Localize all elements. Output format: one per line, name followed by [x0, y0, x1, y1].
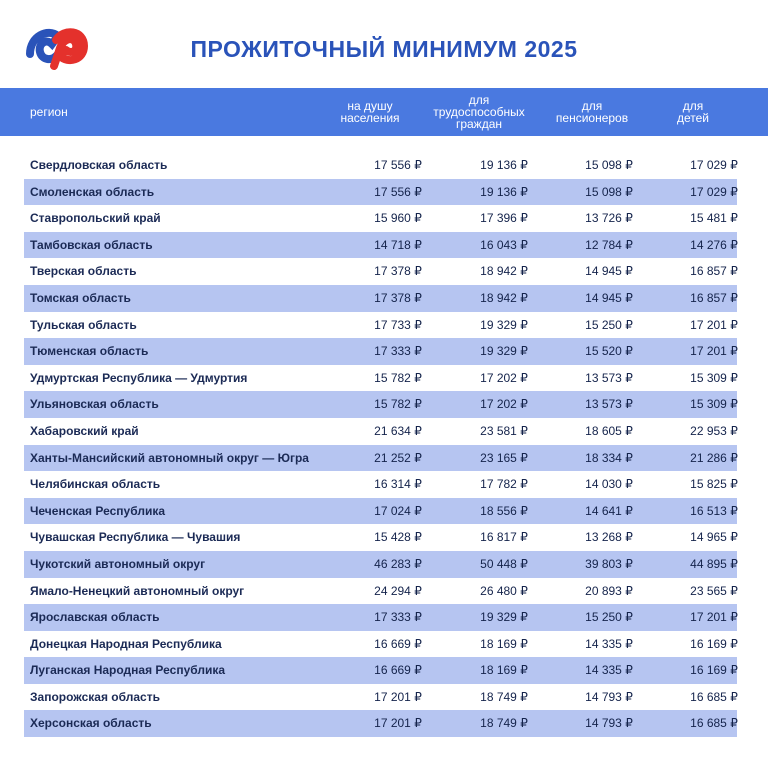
working-cell: 19 329 ₽	[480, 344, 528, 359]
table-row	[24, 684, 737, 711]
per-capita-cell: 17 333 ₽	[374, 344, 422, 359]
table-row	[24, 471, 737, 498]
region-cell: Челябинская область	[30, 477, 161, 492]
column-header-working-line3: граждан	[455, 117, 503, 131]
pensioners-cell: 12 784 ₽	[585, 237, 633, 252]
per-capita-cell: 21 634 ₽	[374, 423, 422, 438]
children-cell: 16 857 ₽	[690, 290, 738, 305]
per-capita-cell: 17 201 ₽	[374, 689, 422, 704]
per-capita-cell: 17 201 ₽	[374, 716, 422, 731]
region-cell: Ульяновская область	[30, 397, 159, 412]
working-cell: 18 942 ₽	[480, 264, 528, 279]
pensioners-cell: 14 641 ₽	[585, 503, 633, 518]
per-capita-cell: 46 283 ₽	[374, 556, 422, 571]
table-row	[24, 445, 737, 472]
children-cell: 15 309 ₽	[690, 370, 738, 385]
region-cell: Тверская область	[30, 264, 137, 279]
working-cell: 23 581 ₽	[480, 423, 528, 438]
table-header	[0, 88, 768, 136]
pensioners-cell: 14 030 ₽	[585, 477, 633, 492]
pensioners-cell: 15 098 ₽	[585, 184, 633, 199]
children-cell: 23 565 ₽	[690, 583, 738, 598]
per-capita-cell: 17 733 ₽	[374, 317, 422, 332]
table-row	[24, 258, 737, 285]
working-cell: 18 749 ₽	[480, 689, 528, 704]
per-capita-cell: 16 314 ₽	[374, 477, 422, 492]
pensioners-cell: 13 268 ₽	[585, 530, 633, 545]
region-cell: Херсонская область	[30, 716, 152, 731]
column-header-working-line2: трудоспособных	[433, 105, 525, 119]
per-capita-cell: 15 428 ₽	[374, 530, 422, 545]
working-cell: 18 169 ₽	[480, 663, 528, 678]
region-cell: Донецкая Народная Республика	[30, 636, 222, 651]
table-row	[24, 152, 737, 179]
pensioners-cell: 20 893 ₽	[585, 583, 633, 598]
working-cell: 19 329 ₽	[480, 317, 528, 332]
table-row	[24, 524, 737, 551]
working-cell: 19 136 ₽	[480, 158, 528, 172]
pensioners-cell: 18 605 ₽	[585, 423, 633, 438]
children-cell: 17 201 ₽	[690, 610, 738, 625]
working-cell: 19 329 ₽	[480, 610, 528, 625]
column-header-region-label: регион	[30, 105, 68, 119]
children-cell: 17 029 ₽	[690, 184, 738, 199]
table-row	[24, 498, 737, 525]
per-capita-cell: 17 378 ₽	[374, 264, 422, 279]
column-header-pensioners	[540, 88, 644, 136]
pensioners-cell: 14 793 ₽	[585, 689, 633, 704]
children-cell: 44 895 ₽	[690, 556, 738, 571]
per-capita-cell: 16 669 ₽	[374, 636, 422, 651]
table-row	[24, 631, 737, 658]
region-cell: Чувашская Республика — Чувашия	[30, 530, 241, 545]
table-row	[24, 312, 737, 339]
table-body	[24, 152, 737, 737]
pensioners-cell: 14 793 ₽	[585, 716, 633, 731]
table-row	[24, 338, 737, 365]
region-cell: Чеченская Республика	[30, 503, 165, 518]
table-row	[24, 391, 737, 418]
working-cell: 17 202 ₽	[480, 397, 528, 412]
per-capita-cell: 15 960 ₽	[374, 211, 422, 226]
column-header-per-capita	[318, 88, 422, 136]
table-row	[24, 657, 737, 684]
pensioners-cell: 14 945 ₽	[585, 290, 633, 305]
region-cell: Хабаровский край	[30, 423, 139, 438]
column-header-pensioners-line2: пенсионеров	[555, 111, 629, 125]
children-cell: 16 169 ₽	[690, 663, 738, 678]
per-capita-cell: 21 252 ₽	[374, 450, 422, 465]
children-cell: 17 201 ₽	[690, 344, 738, 359]
table-row	[24, 551, 737, 578]
table-row	[24, 232, 737, 259]
region-cell: Ярославская область	[30, 610, 160, 625]
working-cell: 50 448 ₽	[480, 556, 528, 571]
children-cell: 16 857 ₽	[690, 264, 738, 279]
region-cell: Луганская Народная Республика	[30, 663, 226, 678]
working-cell: 17 782 ₽	[480, 477, 528, 492]
region-cell: Томская область	[30, 290, 131, 305]
per-capita-cell: 15 782 ₽	[374, 397, 422, 412]
region-cell: Тюменская область	[30, 344, 149, 359]
column-header-per-capita-line2: населения	[340, 111, 400, 125]
pensioners-cell: 14 945 ₽	[585, 264, 633, 279]
pensioners-cell: 15 250 ₽	[585, 610, 633, 625]
column-header-per-capita-line1: на душу	[347, 99, 393, 113]
per-capita-cell: 14 718 ₽	[374, 237, 422, 252]
table-row	[24, 365, 737, 392]
region-cell: Тамбовская область	[30, 237, 153, 252]
per-capita-cell: 17 378 ₽	[374, 290, 422, 305]
children-cell: 16 169 ₽	[690, 636, 738, 651]
per-capita-cell: 24 294 ₽	[374, 583, 422, 598]
working-cell: 23 165 ₽	[480, 450, 528, 465]
per-capita-cell: 17 024 ₽	[374, 503, 422, 518]
table-row	[24, 578, 737, 605]
region-cell: Смоленская область	[30, 184, 155, 199]
region-cell: Ямало-Ненецкий автономный округ	[30, 583, 245, 598]
column-header-children	[645, 88, 741, 136]
region-cell: Удмуртская Республика — Удмуртия	[30, 370, 248, 385]
children-cell: 21 286 ₽	[690, 450, 738, 465]
column-header-children-line1: для	[682, 99, 704, 113]
pensioners-cell: 15 098 ₽	[585, 158, 633, 172]
column-header-pensioners-line1: для	[581, 99, 603, 113]
working-cell: 26 480 ₽	[480, 583, 528, 598]
working-cell: 17 396 ₽	[480, 211, 528, 226]
children-cell: 16 685 ₽	[690, 716, 738, 731]
pensioners-cell: 18 334 ₽	[585, 450, 633, 465]
children-cell: 15 825 ₽	[690, 477, 738, 492]
working-cell: 16 817 ₽	[480, 530, 528, 545]
per-capita-cell: 16 669 ₽	[374, 663, 422, 678]
pensioners-cell: 13 726 ₽	[585, 211, 633, 226]
children-cell: 14 276 ₽	[690, 237, 738, 252]
children-cell: 15 309 ₽	[690, 397, 738, 412]
children-cell: 15 481 ₽	[690, 211, 738, 226]
region-cell: Ставропольский край	[30, 211, 161, 226]
working-cell: 19 136 ₽	[480, 184, 528, 199]
working-cell: 18 942 ₽	[480, 290, 528, 305]
children-cell: 22 953 ₽	[690, 423, 738, 438]
pensioners-cell: 14 335 ₽	[585, 663, 633, 678]
table-row	[24, 285, 737, 312]
pensioners-cell: 13 573 ₽	[585, 370, 633, 385]
per-capita-cell: 17 556 ₽	[374, 184, 422, 199]
per-capita-cell: 17 333 ₽	[374, 610, 422, 625]
working-cell: 16 043 ₽	[480, 237, 528, 252]
table-row	[24, 710, 737, 737]
region-cell: Ханты-Мансийский автономный округ — Югра	[30, 450, 309, 465]
table-row	[24, 205, 737, 232]
region-cell: Тульская область	[30, 317, 137, 332]
column-header-region	[30, 88, 68, 136]
table-row	[24, 604, 737, 631]
pensioners-cell: 15 520 ₽	[585, 344, 633, 359]
region-cell: Запорожская область	[30, 689, 160, 704]
table-row	[24, 418, 737, 445]
pensioners-cell: 14 335 ₽	[585, 636, 633, 651]
working-cell: 18 749 ₽	[480, 716, 528, 731]
region-cell: Свердловская область	[30, 158, 168, 172]
working-cell: 17 202 ₽	[480, 370, 528, 385]
column-header-children-line2: детей	[676, 111, 709, 125]
working-cell: 18 556 ₽	[480, 503, 528, 518]
pensioners-cell: 15 250 ₽	[585, 317, 633, 332]
children-cell: 17 029 ₽	[690, 158, 738, 172]
pensioners-cell: 13 573 ₽	[585, 397, 633, 412]
children-cell: 16 685 ₽	[690, 689, 738, 704]
per-capita-cell: 17 556 ₽	[374, 158, 422, 172]
column-header-working	[418, 88, 540, 136]
children-cell: 17 201 ₽	[690, 317, 738, 332]
column-header-working-line1: для	[468, 93, 490, 107]
children-cell: 16 513 ₽	[690, 503, 738, 518]
region-cell: Чукотский автономный округ	[30, 556, 206, 571]
working-cell: 18 169 ₽	[480, 636, 528, 651]
page-title: ПРОЖИТОЧНЫЙ МИНИМУМ 2025	[190, 36, 578, 62]
per-capita-cell: 15 782 ₽	[374, 370, 422, 385]
table-row	[24, 179, 737, 206]
pensioners-cell: 39 803 ₽	[585, 556, 633, 571]
children-cell: 14 965 ₽	[690, 530, 738, 545]
